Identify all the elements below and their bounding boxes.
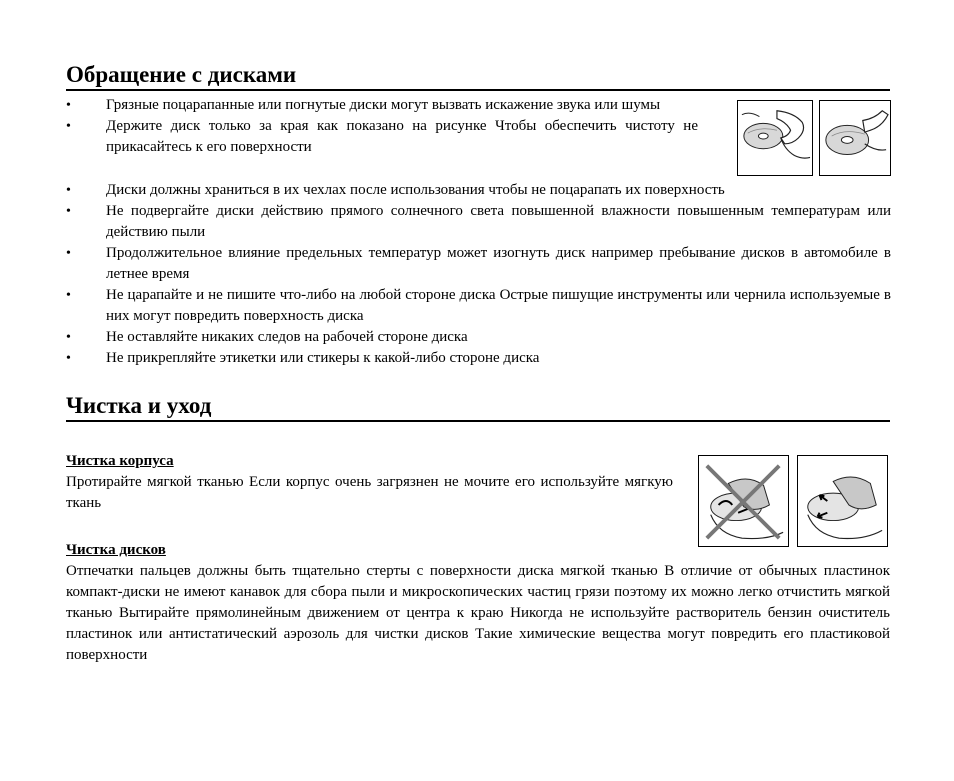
case-cleaning-heading: Чистка корпуса xyxy=(66,453,174,469)
wipe-radial-correct-icon xyxy=(797,455,888,547)
list-item: • Не оставляйте никаких следов на рабочей стороне диска xyxy=(66,327,891,348)
list-item: • Грязные поцарапанные или погнутые диски могут вызвать искажение звука или шумы xyxy=(66,95,698,116)
list-item: • Держите диск только за края как показано на рисунке Чтобы обеспечить чистоту не прикасайтесь к его поверхности xyxy=(66,116,698,158)
list-item: • Не царапайте и не пишите что-либо на любой стороне диска Острые пишущие инструменты или чернила используемые в них могут повредить поверхность диска xyxy=(66,285,891,327)
disc-cleaning-heading: Чистка дисков xyxy=(66,542,166,558)
disc-cleaning-text: Отпечатки пальцев должны быть тщательно стерты с поверхности диска мягкой тканью В отличие от обычных пластинок компакт-диски не имеют канавок для сбора пыли и микроскопических частиц грязи поэтому их можно легко отчистить мягкой тканью Вытирайте прямолинейным движением от центра к краю Никогда не используйте растворитель бензин очиститель пластинок или антистатический аэрозоль для чистки дисков Такие химические вещества могут повредить его пластиковой поверхности xyxy=(66,563,890,663)
wipe-circular-wrong-icon xyxy=(698,455,789,547)
disc-handling-list-top xyxy=(66,95,698,158)
list-item: • Не подвергайте диски действию прямого солнечного света повышенной влажности повышенным температурам или действию пыли xyxy=(66,201,891,243)
section-title-disc-handling: Обращение с дисками xyxy=(66,62,890,91)
disc-handling-list xyxy=(66,180,891,369)
list-item: • Диски должны храниться в их чехлах после использования чтобы не поцарапать их поверхность xyxy=(66,180,891,201)
list-item: • Не прикрепляйте этикетки или стикеры к какой-либо стороне диска xyxy=(66,348,891,369)
list-item: • Продолжительное влияние предельных температур может изогнуть диск например пребывание дисков в автомобиле в летнее время xyxy=(66,243,891,285)
case-cleaning-text: Протирайте мягкой тканью Если корпус очень загрязнен не мочите его используйте мягкую ткань xyxy=(66,474,673,511)
section-title-cleaning: Чистка и уход xyxy=(66,393,890,422)
disc-hand-edge-icon xyxy=(737,100,813,176)
disc-finger-edge-icon xyxy=(819,100,891,176)
